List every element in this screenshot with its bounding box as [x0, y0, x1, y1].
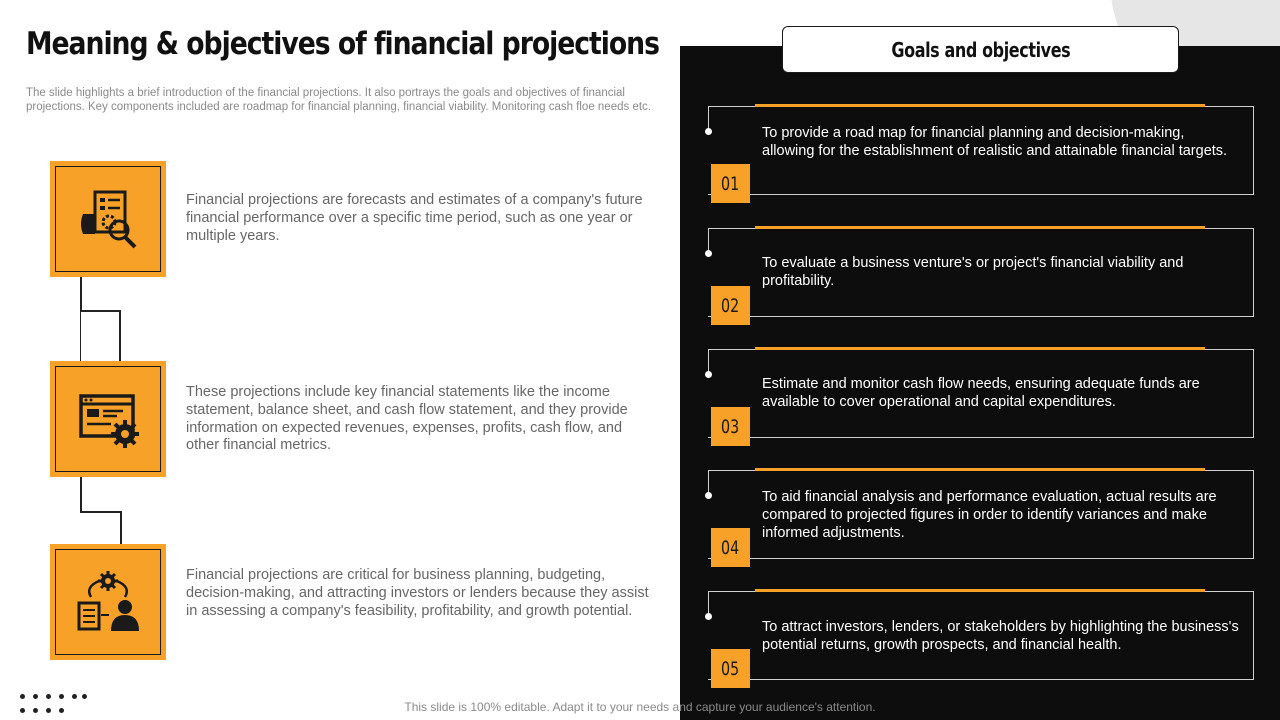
goal-item-1	[708, 106, 1254, 195]
goal-number-badge: 01	[711, 164, 750, 203]
goal-number-badge: 02	[711, 286, 750, 325]
goal-text: Estimate and monitor cash flow needs, ensuring adequate funds are available to cover operational and capital expenditures.	[762, 376, 1200, 410]
bullet-dot	[705, 371, 712, 378]
slide-title: Meaning & objectives of financial projections	[26, 26, 659, 62]
footer-note: This slide is 100% editable. Adapt it to your needs and capture your audience's attention.	[404, 700, 876, 714]
accent-line	[755, 226, 1205, 229]
goal-item-2	[708, 228, 1254, 317]
connector-line-1-top	[80, 276, 82, 311]
bullet-dot	[705, 250, 712, 257]
goal-item-5	[708, 591, 1254, 680]
goals-header-label: Goals and objectives	[891, 37, 1070, 62]
accent-line	[755, 347, 1205, 350]
bullet-dot	[705, 492, 712, 499]
item-2-icon-box	[50, 361, 166, 477]
goal-number-badge: 05	[711, 649, 750, 688]
item-3-icon-box	[50, 544, 166, 660]
bullet-dot	[705, 613, 712, 620]
goal-text: To evaluate a business venture's or project's financial viability and profitability.	[762, 255, 1184, 289]
item-2-description: These projections include key financial statements like the income statement, balance sheet, and cash flow statement, and they provide information on expected revenues, expenses, profits, cash flow, and other financial metrics.	[186, 384, 628, 454]
connector-line-1-v	[119, 310, 121, 362]
item-3-description: Financial projections are critical for business planning, budgeting, decision-making, and attracting investors or lenders because they assist in assessing a company's feasibility, profitability, and growth potential.	[186, 567, 649, 619]
goal-number-badge: 04	[711, 528, 750, 567]
bullet-dot	[705, 128, 712, 135]
item-1-icon-box	[50, 161, 166, 277]
browser-window-gear-icon	[73, 384, 143, 454]
goal-text: To aid financial analysis and performance evaluation, actual results are compared to projected figures in order to identify variances and make informed adjustments.	[762, 489, 1217, 541]
accent-line	[755, 589, 1205, 592]
goal-item-4	[708, 470, 1254, 559]
goal-number-badge: 03	[711, 407, 750, 446]
slide-subtitle: The slide highlights a brief introduction of the financial projections. It also portrays the goals and objectives of financial projections. Key components included are roadmap for financial planning, financial viability. Monitoring cash floe needs etc.	[26, 87, 651, 113]
goal-text: To attract investors, lenders, or stakeholders by highlighting the business's potential returns, growth prospects, and financial health.	[762, 619, 1239, 653]
gear-clipboard-person-icon	[73, 567, 143, 637]
item-1-description: Financial projections are forecasts and estimates of a company's future financial performance over a specific time period, such as one year or multiple years.	[186, 192, 643, 244]
accent-line	[755, 104, 1205, 107]
accent-line	[755, 468, 1205, 471]
connector-line-2-h	[80, 511, 121, 513]
connector-line-1-h	[80, 310, 120, 312]
goal-text: To provide a road map for financial planning and decision-making, allowing for the establishment of realistic and attainable financial targets.	[762, 125, 1228, 159]
goals-header	[782, 26, 1179, 73]
connector-line-2-v	[120, 511, 122, 545]
connector-line-2-top	[80, 476, 82, 512]
checklist-gears-magnifier-icon	[73, 184, 143, 254]
goal-item-3	[708, 349, 1254, 438]
connector-line-1	[80, 276, 120, 362]
